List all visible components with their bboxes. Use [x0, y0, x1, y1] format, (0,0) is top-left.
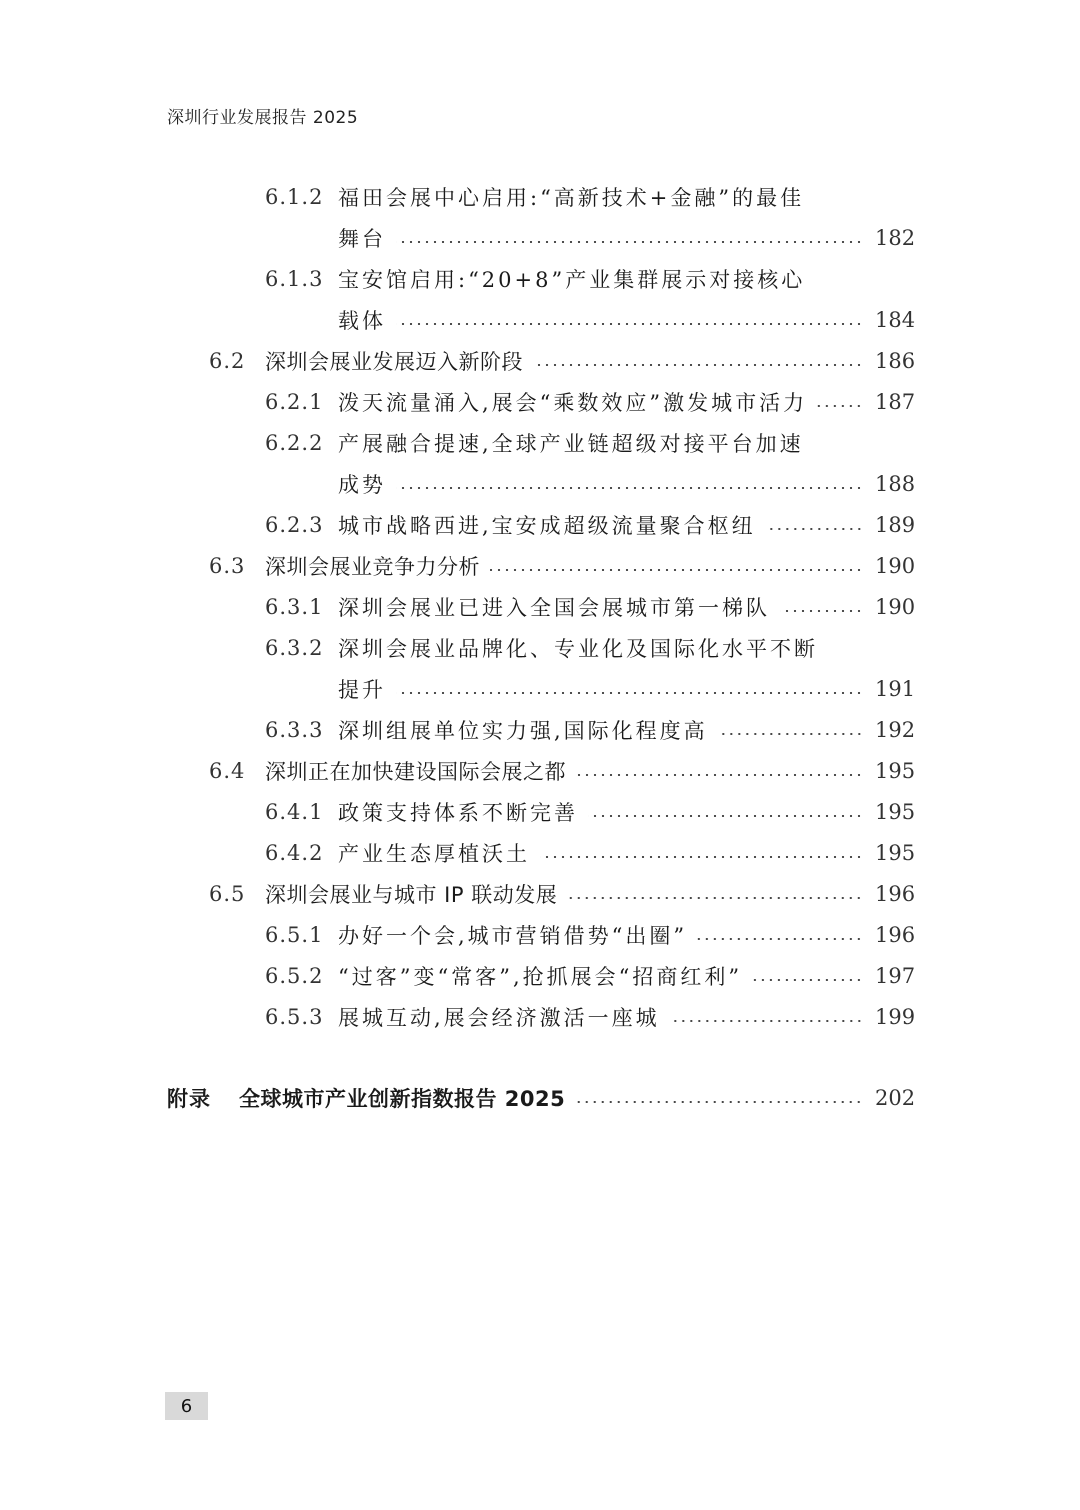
toc-entry-title: 深圳正在加快建设国际会展之都 [265, 760, 566, 784]
toc-entry-page: 188 [875, 472, 916, 496]
toc-entry-page: 191 [875, 677, 916, 701]
toc-entry[interactable] [265, 961, 915, 991]
toc-entry-title: 舞台 [338, 227, 386, 251]
toc-entry-page: 192 [875, 718, 916, 742]
toc-entry-number: 6.2.3 [265, 513, 324, 537]
toc-entry[interactable] [265, 920, 915, 950]
toc-entry-number: 6.3.2 [265, 636, 324, 660]
toc-entry-number: 6.2.2 [265, 431, 324, 455]
toc-section[interactable] [209, 551, 915, 581]
leader-dots [718, 733, 863, 735]
toc-entry-number: 6.5.2 [265, 964, 324, 988]
page-number: 6 [165, 1392, 208, 1420]
toc-entry[interactable] [265, 797, 915, 827]
toc-entry-page: 199 [875, 1005, 916, 1029]
toc-entry-page: 190 [875, 595, 916, 619]
toc-entry-title: 深圳会展业竞争力分析 [265, 555, 480, 579]
toc-entry-page: 186 [875, 349, 916, 373]
leader-dots [575, 1101, 863, 1103]
toc-entry[interactable] [265, 182, 915, 212]
toc-section[interactable] [209, 346, 915, 376]
toc-entry-title: 提升 [338, 678, 386, 702]
toc-entry-page: 196 [875, 882, 916, 906]
toc-entry-page: 190 [875, 554, 916, 578]
toc-entry-number: 6.1.3 [265, 267, 324, 291]
toc-entry-page: 189 [875, 513, 916, 537]
toc-entry-number: 6.4.1 [265, 800, 324, 824]
toc-entry[interactable] [338, 223, 915, 253]
toc-entry-title: 深圳会展业与城市 IP 联动发展 [265, 883, 558, 907]
leader-dots [540, 856, 863, 858]
toc-entry-page: 195 [875, 759, 916, 783]
toc-entry-title: 福田会展中心启用:“高新技术+金融”的最佳 [338, 186, 805, 210]
leader-dots [396, 692, 863, 694]
appendix-label: 附录 [167, 1087, 211, 1111]
leader-dots [588, 815, 863, 817]
toc-entry-page: 195 [875, 800, 916, 824]
toc-entry-title: 产业生态厚植沃土 [338, 842, 530, 866]
toc-entry[interactable] [338, 674, 915, 704]
toc-section[interactable] [209, 756, 915, 786]
leader-dots [766, 528, 863, 530]
toc-entry[interactable] [265, 838, 915, 868]
toc-entry[interactable] [338, 469, 915, 499]
toc-entry-number: 6.4.2 [265, 841, 324, 865]
toc-entry-title: 深圳会展业品牌化、专业化及国际化水平不断 [338, 637, 818, 661]
toc-entry[interactable] [265, 715, 915, 745]
toc-entry-number: 6.2.1 [265, 390, 324, 414]
leader-dots [533, 364, 863, 366]
leader-dots [697, 938, 863, 940]
toc-entry-title: 政策支持体系不断完善 [338, 801, 578, 825]
toc-entry-page: 202 [875, 1086, 916, 1110]
leader-dots [396, 323, 863, 325]
toc-entry-page: 196 [875, 923, 916, 947]
appendix-title: 全球城市产业创新指数报告 2025 [239, 1087, 566, 1111]
toc-entry-title: 载体 [338, 309, 386, 333]
toc-entry[interactable] [265, 264, 915, 294]
toc-entry-title: 宝安馆启用:“20+8”产业集群展示对接核心 [338, 268, 806, 292]
toc-entry-title: 深圳会展业发展迈入新阶段 [265, 350, 523, 374]
toc-entry-title: 泼天流量涌入,展会“乘数效应”激发城市活力 [338, 391, 808, 415]
toc-entry-title: 产展融合提速,全球产业链超级对接平台加速 [338, 432, 804, 456]
toc-entry-page: 197 [875, 964, 916, 988]
toc-appendix[interactable] [167, 1083, 915, 1113]
toc-entry-page: 184 [875, 308, 916, 332]
toc-entry[interactable] [265, 510, 915, 540]
leader-dots [752, 979, 863, 981]
toc-entry-title: 成势 [338, 473, 386, 497]
toc-entry-number: 6.3.1 [265, 595, 324, 619]
leader-dots [396, 487, 863, 489]
toc-entry[interactable] [265, 592, 915, 622]
toc-entry-number: 6.4 [209, 759, 246, 783]
toc-entry-page: 182 [875, 226, 916, 250]
toc-entry-title: “过客”变“常客”,抢抓展会“招商红利” [338, 965, 743, 989]
toc-entry[interactable] [265, 387, 915, 417]
toc-entry-page: 187 [875, 390, 916, 414]
leader-dots [817, 405, 863, 407]
toc-section[interactable] [209, 879, 915, 909]
toc-entry[interactable] [265, 428, 915, 458]
toc-entry[interactable] [338, 305, 915, 335]
toc-entry-number: 6.1.2 [265, 185, 324, 209]
leader-dots [396, 241, 863, 243]
toc-entry[interactable] [265, 633, 915, 663]
toc-entry-number: 6.5 [209, 882, 246, 906]
leader-dots [576, 774, 863, 776]
toc-entry-title: 城市战略西进,宝安成超级流量聚合枢纽 [338, 514, 756, 538]
toc-entry-title: 深圳组展单位实力强,国际化程度高 [338, 719, 708, 743]
toc-entry-number: 6.3 [209, 554, 246, 578]
toc-entry-number: 6.3.3 [265, 718, 324, 742]
toc-entry-page: 195 [875, 841, 916, 865]
leader-dots [780, 610, 863, 612]
toc-entry-number: 6.2 [209, 349, 246, 373]
leader-dots [567, 897, 863, 899]
toc-entry-number: 6.5.3 [265, 1005, 324, 1029]
leader-dots [490, 569, 863, 571]
leader-dots [670, 1020, 863, 1022]
toc-entry[interactable] [265, 1002, 915, 1032]
toc-entry-title: 深圳会展业已进入全国会展城市第一梯队 [338, 596, 770, 620]
toc-entry-title: 办好一个会,城市营销借势“出圈” [338, 924, 688, 948]
toc-entry-number: 6.5.1 [265, 923, 324, 947]
toc-entry-title: 展城互动,展会经济激活一座城 [338, 1006, 660, 1030]
running-header: 深圳行业发展报告 2025 [167, 108, 359, 128]
